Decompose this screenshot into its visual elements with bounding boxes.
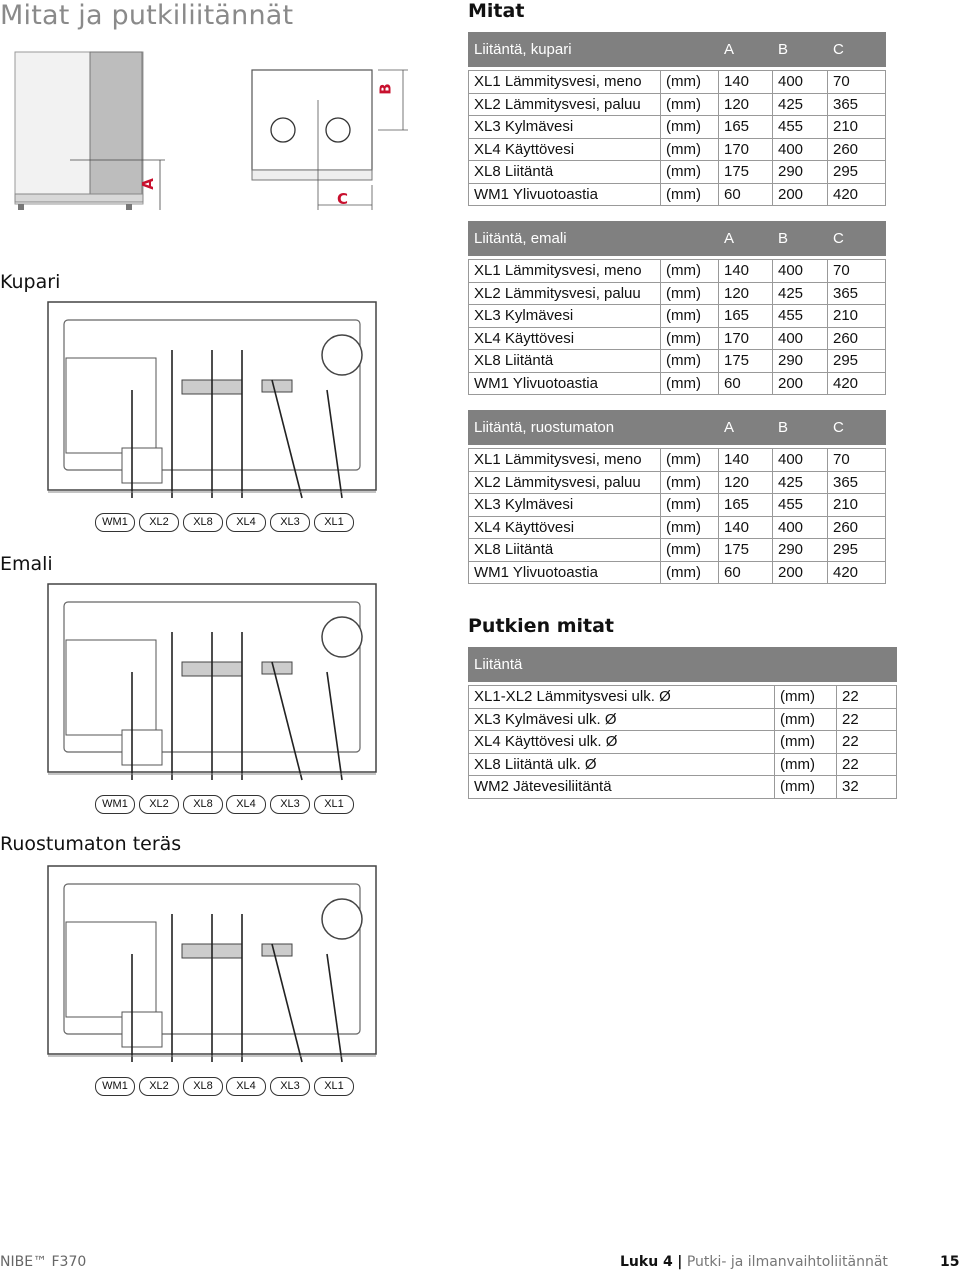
table-row: XL8 Liitäntä (mm) 175 290 295: [469, 161, 886, 184]
col-a: A: [719, 222, 773, 256]
conn-wm1-2: WM1: [95, 795, 135, 814]
col-a: A: [719, 411, 773, 445]
table-title: Liitäntä, emali: [469, 222, 661, 256]
label-kupari: Kupari: [0, 271, 61, 293]
piping-diagram-ruostumaton: [42, 864, 382, 1069]
conn-xl2-1: XL2: [139, 513, 179, 532]
page-number: 15: [940, 1254, 960, 1270]
col-a: A: [719, 33, 773, 67]
section-label: Putki- ja ilmanvaihtoliitännät: [686, 1254, 888, 1270]
conn-xl4-1: XL4: [226, 513, 266, 532]
table-row: XL1 Lämmitysvesi, meno (mm) 140 400 70: [469, 260, 886, 283]
table-title: Liitäntä, kupari: [469, 33, 661, 67]
table-title: Liitäntä: [469, 648, 775, 682]
table-row: XL2 Lämmitysvesi, paluu (mm) 120 425 365: [469, 93, 886, 116]
dimension-c-label: C: [337, 190, 349, 208]
dimension-b-label: B: [376, 83, 395, 95]
table-row: XL1 Lämmitysvesi, meno (mm) 140 400 70: [469, 449, 886, 472]
conn-xl3-1: XL3: [270, 513, 310, 532]
chapter-separator: |: [677, 1254, 683, 1270]
conn-wm1-1: WM1: [95, 513, 135, 532]
col-b: B: [773, 222, 828, 256]
conn-xl3-2: XL3: [270, 795, 310, 814]
table-ruostumaton: [468, 410, 886, 584]
footer-chapter: [620, 1254, 888, 1270]
conn-xl8-3: XL8: [183, 1077, 223, 1096]
page-title: Mitat ja putkiliitännät: [0, 0, 294, 31]
mitat-heading: Mitat: [468, 0, 525, 22]
table-row: XL4 Käyttövesi ulk. Ø (mm) 22: [469, 731, 897, 754]
table-row: XL1 Lämmitysvesi, meno (mm) 140 400 70: [469, 71, 886, 94]
conn-xl4-2: XL4: [226, 795, 266, 814]
conn-xl8-2: XL8: [183, 795, 223, 814]
table-row: XL3 Kylmävesi ulk. Ø (mm) 22: [469, 708, 897, 731]
conn-xl2-2: XL2: [139, 795, 179, 814]
conn-xl2-3: XL2: [139, 1077, 179, 1096]
table-kupari: [468, 32, 886, 206]
col-c: C: [828, 33, 886, 67]
conn-xl4-3: XL4: [226, 1077, 266, 1096]
table-row: WM1 Ylivuotoastia (mm) 60 200 420: [469, 561, 886, 584]
dimension-a-label: A: [138, 178, 157, 190]
side-view-drawing: [10, 40, 170, 220]
piping-diagram-emali: [42, 582, 382, 787]
conn-xl1-3: XL1: [314, 1077, 354, 1096]
chapter-label: Luku 4: [620, 1254, 673, 1270]
label-ruostumaton: Ruostumaton teräs: [0, 833, 182, 855]
table-row: XL8 Liitäntä ulk. Ø (mm) 22: [469, 753, 897, 776]
table-row: XL3 Kylmävesi (mm) 165 455 210: [469, 116, 886, 139]
conn-wm1-3: WM1: [95, 1077, 135, 1096]
table-row: XL3 Kylmävesi (mm) 165 455 210: [469, 494, 886, 517]
putkien-mitat-heading: Putkien mitat: [468, 615, 615, 637]
col-b: B: [773, 411, 828, 445]
conn-xl1-2: XL1: [314, 795, 354, 814]
table-emali: [468, 221, 886, 395]
col-c: C: [828, 411, 886, 445]
table-row: XL8 Liitäntä (mm) 175 290 295: [469, 539, 886, 562]
col-b: B: [773, 33, 828, 67]
table-row: XL4 Käyttövesi (mm) 170 400 260: [469, 327, 886, 350]
table-row: XL2 Lämmitysvesi, paluu (mm) 120 425 365: [469, 471, 886, 494]
table-row: XL8 Liitäntä (mm) 175 290 295: [469, 350, 886, 373]
table-title: Liitäntä, ruostumaton: [469, 411, 661, 445]
table-row: XL4 Käyttövesi (mm) 140 400 260: [469, 516, 886, 539]
conn-xl3-3: XL3: [270, 1077, 310, 1096]
label-emali: Emali: [0, 553, 53, 575]
conn-xl8-1: XL8: [183, 513, 223, 532]
table-row: XL2 Lämmitysvesi, paluu (mm) 120 425 365: [469, 282, 886, 305]
table-row: XL1-XL2 Lämmitysvesi ulk. Ø (mm) 22: [469, 686, 897, 709]
table-row: XL4 Käyttövesi (mm) 170 400 260: [469, 138, 886, 161]
piping-diagram-kupari: [42, 300, 382, 505]
table-row: XL3 Kylmävesi (mm) 165 455 210: [469, 305, 886, 328]
table-row: WM1 Ylivuotoastia (mm) 60 200 420: [469, 372, 886, 395]
col-c: C: [828, 222, 886, 256]
footer-brand: NIBE™ F370: [0, 1254, 87, 1270]
conn-xl1-1: XL1: [314, 513, 354, 532]
table-row: WM1 Ylivuotoastia (mm) 60 200 420: [469, 183, 886, 206]
table-row: WM2 Jätevesiliitäntä (mm) 32: [469, 776, 897, 799]
table-putkien-mitat: [468, 647, 897, 799]
